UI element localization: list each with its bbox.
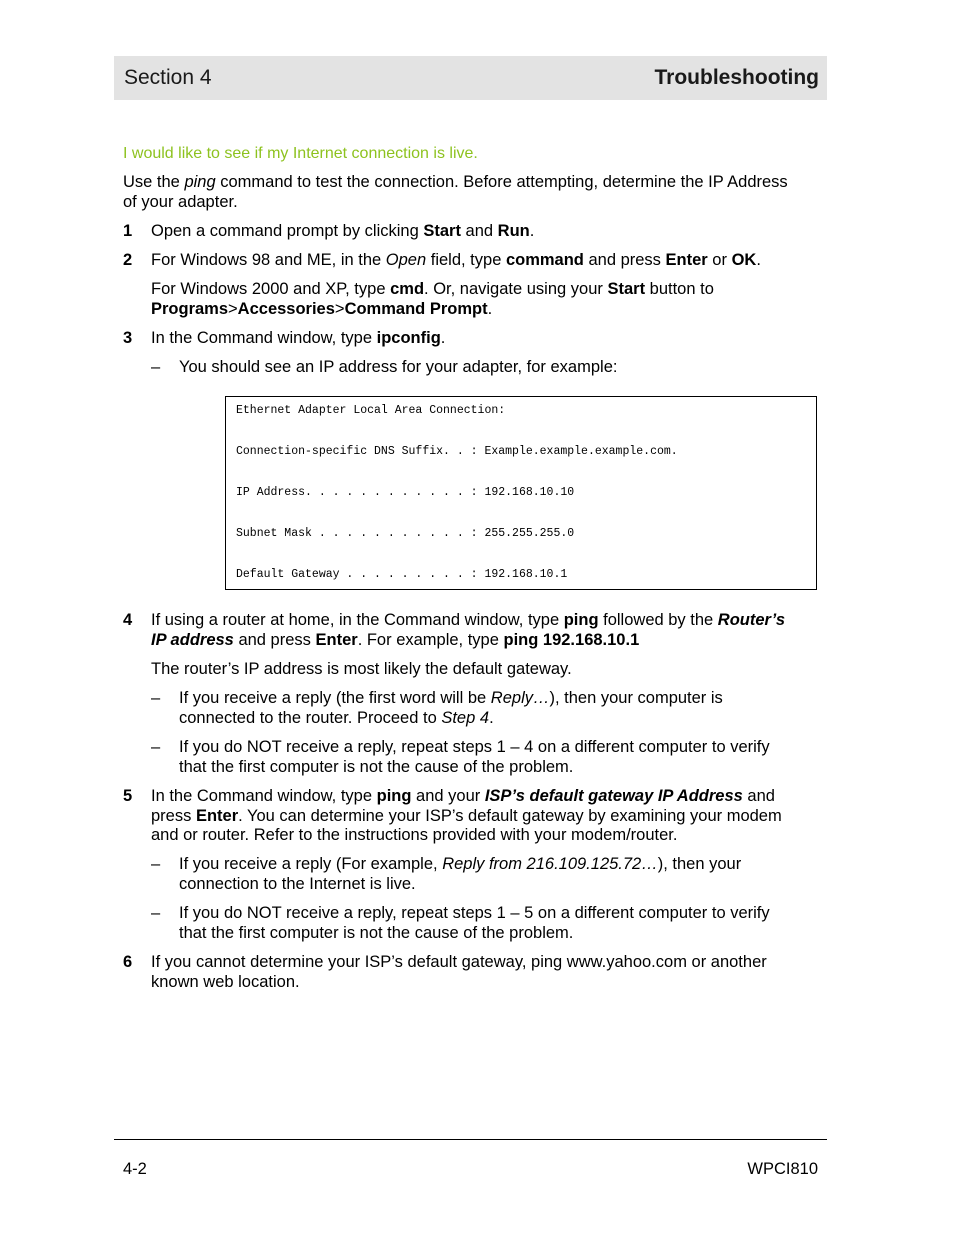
code-line: IP Address. . . . . . . . . . . . : 192.168.10.10 (236, 486, 575, 499)
step-number: 5 (123, 787, 133, 805)
step-2-text: For Windows 98 and ME, in the Open field, type command and press Enter or OK. (151, 251, 761, 269)
product-model: WPCI810 (747, 1160, 818, 1178)
step-number: 3 (123, 329, 133, 347)
dash-bullet: – (151, 904, 161, 922)
dash-bullet: – (151, 358, 161, 376)
step-3-text: In the Command window, type ipconfig. (151, 329, 446, 347)
step-5-no-reply-text: If you do NOT receive a reply, repeat steps 1 – 5 on a different computer to verify that the first computer is not the cause of the problem. (179, 904, 770, 942)
step-4-note: The router’s IP address is most likely the default gateway. (151, 660, 572, 678)
step-number: 6 (123, 953, 133, 971)
step-5-reply-text: If you receive a reply (For example, Reply from 216.109.125.72…), then your connection to the Internet is live. (179, 855, 742, 893)
ipconfig-output-box (225, 396, 817, 590)
section-title: Troubleshooting (654, 66, 819, 89)
footer-divider (114, 1139, 827, 1140)
intro-paragraph: Use the ping command to test the connection. Before attempting, determine the IP Address of your adapter. (123, 173, 788, 211)
code-line: Subnet Mask . . . . . . . . . . . : 255.255.255.0 (236, 527, 575, 540)
section-header-band (114, 56, 827, 100)
step-4-reply-text: If you receive a reply (the first word will be Reply…), then your computer is connected to the router. Proceed to Step 4. (179, 689, 723, 727)
step-1-text: Open a command prompt by clicking Start and Run. (151, 222, 535, 240)
dash-bullet: – (151, 689, 161, 707)
code-line: Default Gateway . . . . . . . . . : 192.168.10.1 (236, 568, 568, 581)
step-2-windows-xp-text: For Windows 2000 and XP, type cmd. Or, navigate using your Start button to Programs>Accessories>Command Prompt. (151, 280, 714, 318)
step-number: 4 (123, 611, 133, 629)
step-number: 2 (123, 251, 133, 269)
step-number: 1 (123, 222, 133, 240)
step-3-subtext: You should see an IP address for your adapter, for example: (179, 358, 618, 376)
step-6-text: If you cannot determine your ISP’s default gateway, ping www.yahoo.com or another known web location. (151, 953, 767, 991)
code-line: Connection-specific DNS Suffix. . : Example.example.example.com. (236, 445, 678, 458)
dash-bullet: – (151, 855, 161, 873)
step-4-text: If using a router at home, in the Command window, type ping followed by the Router’s IP address and press Enter. For example, type ping 192.168.10.1 (151, 611, 786, 649)
code-line: Ethernet Adapter Local Area Connection: (236, 404, 506, 417)
step-4-no-reply-text: If you do NOT receive a reply, repeat steps 1 – 4 on a different computer to verify that the first computer is not the cause of the problem. (179, 738, 770, 776)
dash-bullet: – (151, 738, 161, 756)
section-label: Section 4 (124, 66, 212, 89)
topic-heading: I would like to see if my Internet connection is live. (123, 145, 478, 162)
page-number: 4-2 (123, 1160, 147, 1178)
step-5-text: In the Command window, type ping and your ISP’s default gateway IP Address and press Enter. You can determine your ISP’s default gateway by examining your modem and or router. Refer to the instructions provided with your modem/router. (151, 787, 782, 844)
